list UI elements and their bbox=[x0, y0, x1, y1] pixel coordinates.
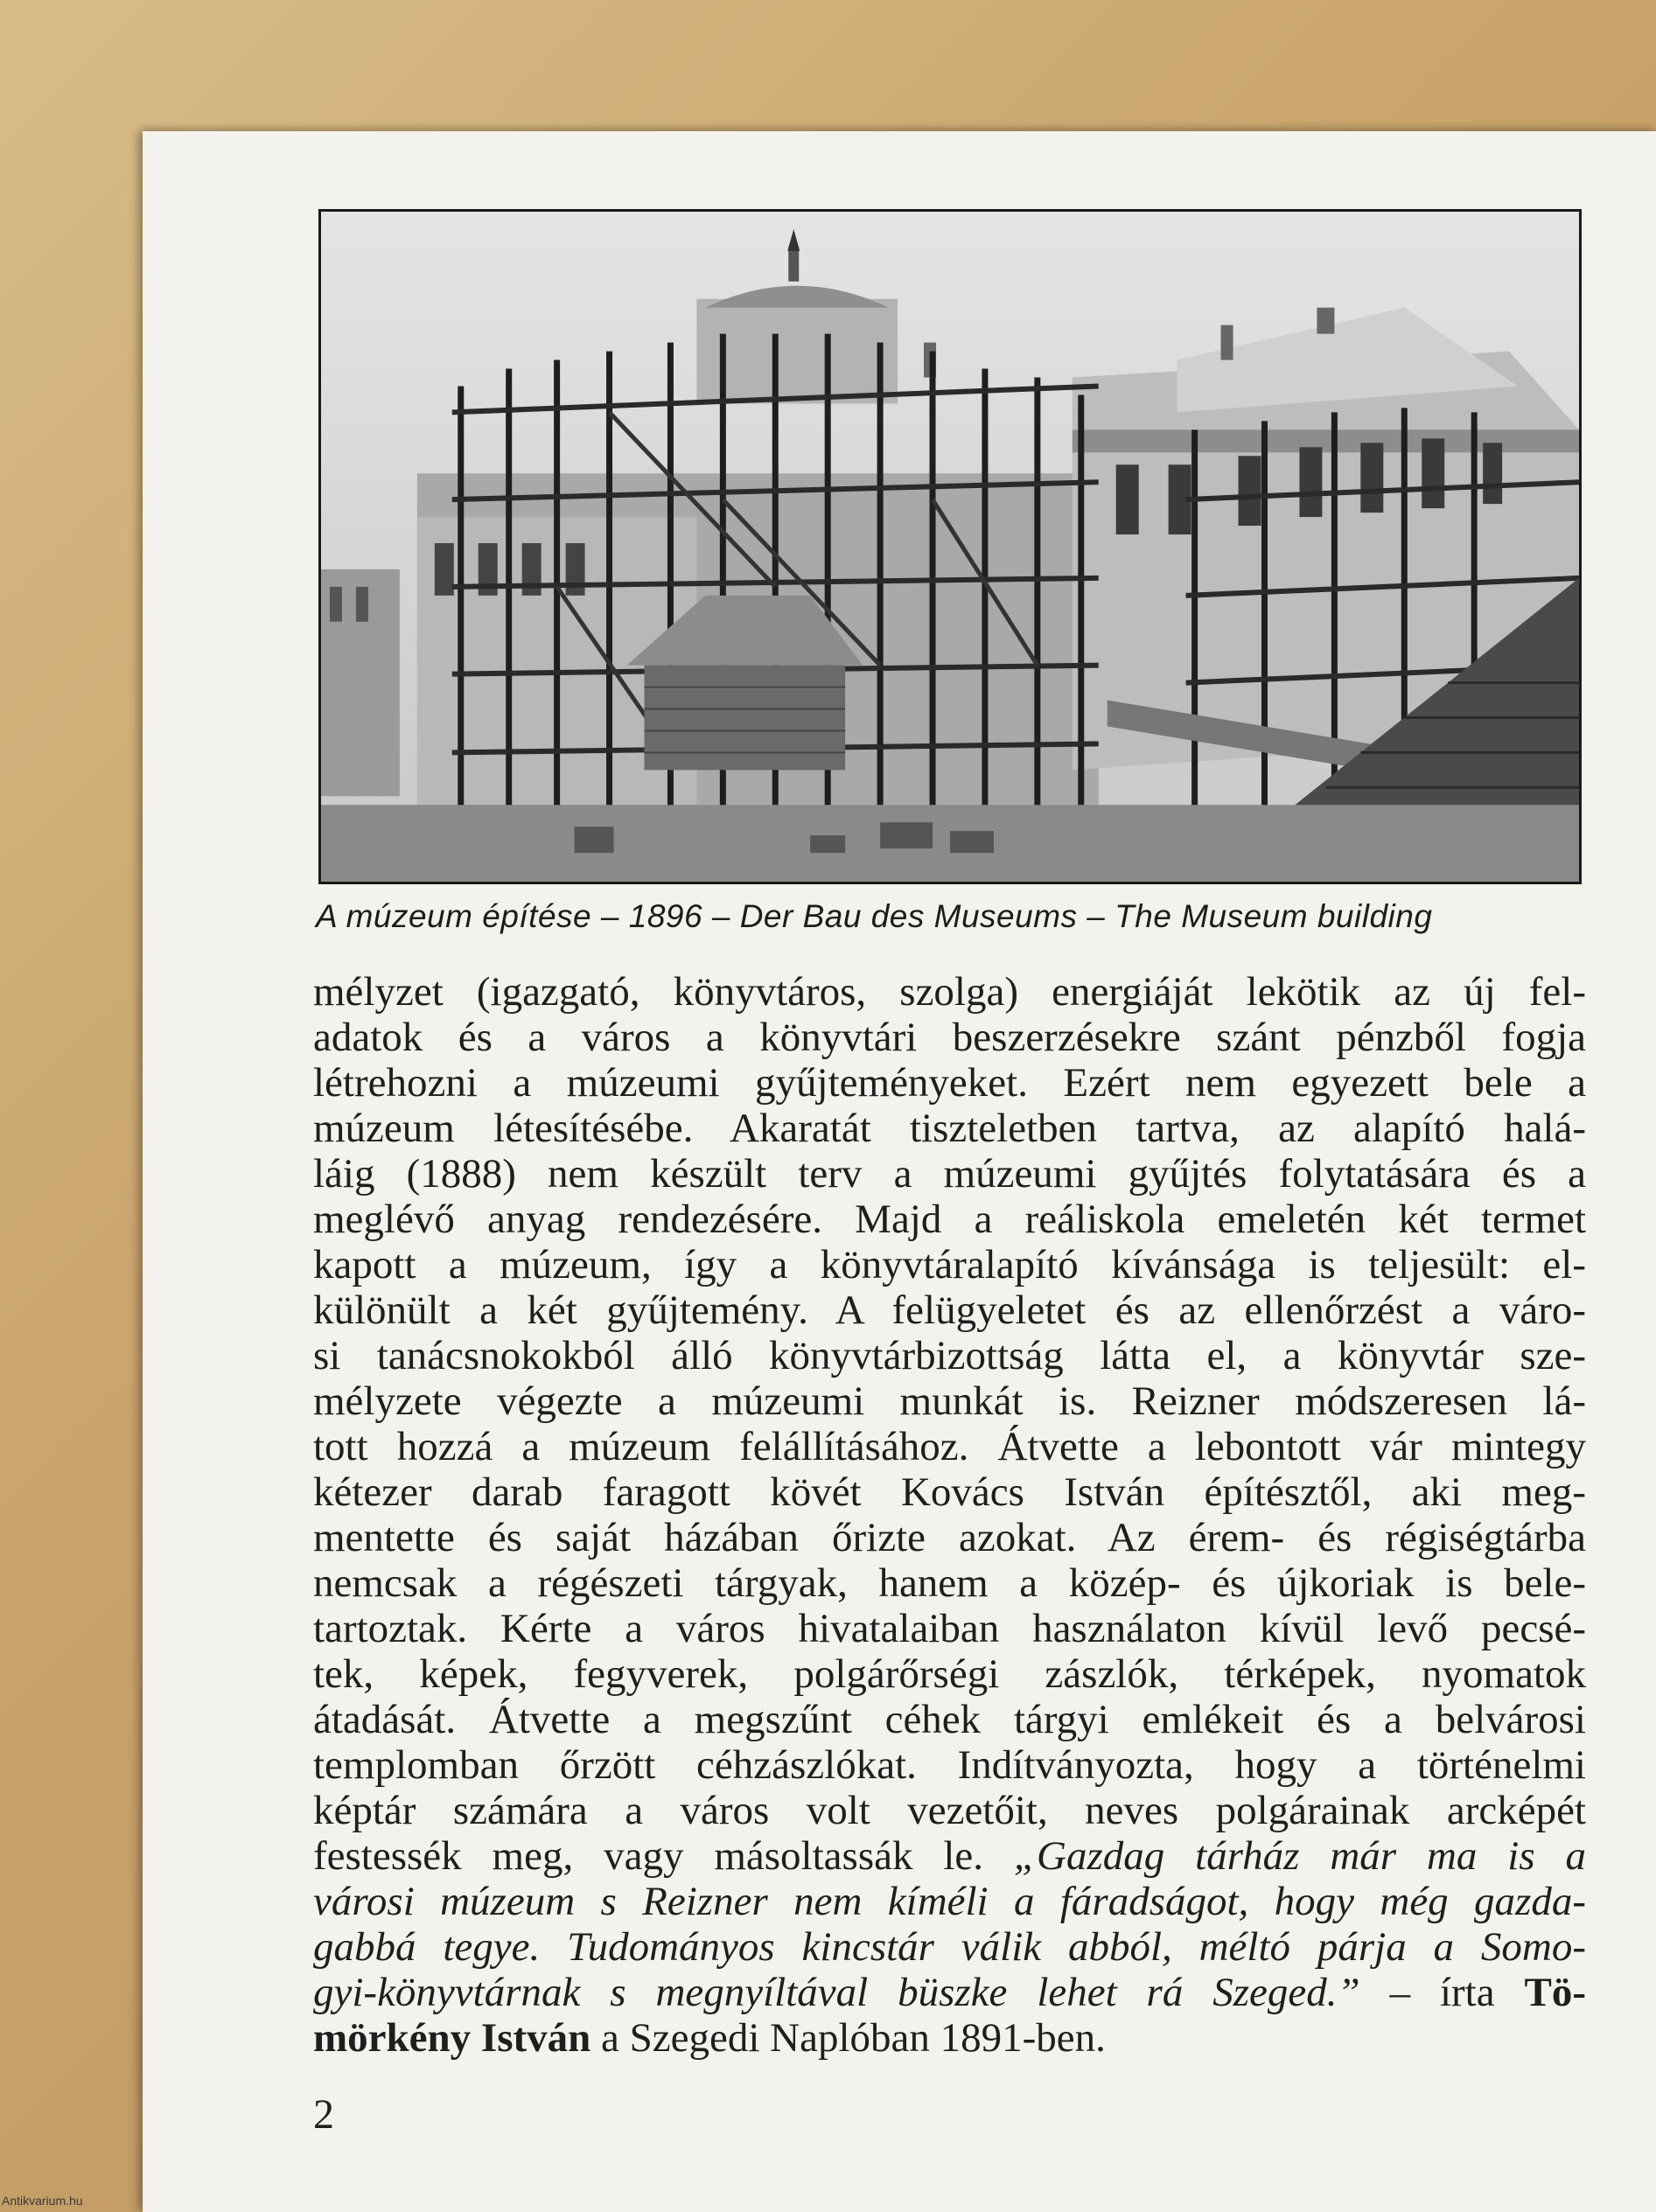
text-line: tek, képek, fegyverek, polgárőrségi zászlók, térképek, nyomatok bbox=[313, 1651, 1586, 1697]
text-line-quote bbox=[313, 1924, 1586, 1970]
quote-italic: „Gazdag tárház már ma is a bbox=[1013, 1833, 1587, 1879]
text-line: mentette és saját házában őrizte azokat. Az érem- és régiségtárba bbox=[313, 1515, 1586, 1560]
text-line: múzeum létesítésébe. Akaratát tiszteletben tartva, az alapító halá- bbox=[313, 1106, 1586, 1151]
text-line: meglévő anyag rendezésére. Majd a reáliskola emeletén két termet bbox=[313, 1197, 1586, 1242]
text-line: kétezer darab faragott kövét Kovács István építésztől, aki meg- bbox=[313, 1469, 1586, 1515]
text-line: tartoztak. Kérte a város hivatalaiban használaton kívül levő pecsé- bbox=[313, 1606, 1586, 1651]
body-text bbox=[313, 969, 1586, 2061]
text-line: létrehozni a múzeumi gyűjteményeket. Ezért nem egyezett bele a bbox=[313, 1060, 1586, 1106]
text-line: adatok és a város a könyvtári beszerzésekre szánt pénzből fogja bbox=[313, 1015, 1586, 1060]
museum-construction-illustration bbox=[321, 212, 1579, 882]
page-number: 2 bbox=[313, 2091, 334, 2138]
text-line: mélyzete végezte a múzeumi munkát is. Reizner módszeresen lá- bbox=[313, 1378, 1586, 1424]
text-line-quote bbox=[313, 1879, 1586, 1924]
watermark: Antikvarium.hu bbox=[2, 2194, 83, 2208]
text-roman: festessék meg, vagy másoltassák le. bbox=[313, 1833, 984, 1879]
text-line: templomban őrzött céhzászlókat. Indítványozta, hogy a történelmi bbox=[313, 1742, 1586, 1788]
text-line: kapott a múzeum, így a könyvtáralapító kívánsága is teljesült: el- bbox=[313, 1242, 1586, 1287]
text-line: láig (1888) nem készült terv a múzeumi gyűjtés folytatására és a bbox=[313, 1151, 1586, 1197]
photo-caption: A múzeum építése – 1896 – Der Bau des Museums – The Museum building bbox=[316, 898, 1433, 934]
author-name-bold: mörkény István bbox=[313, 2015, 591, 2061]
text-line: átadását. Átvette a megszűnt céhek tárgyi emlékeit és a belvárosi bbox=[313, 1697, 1586, 1742]
text-line: tott hozzá a múzeum felállításához. Átvette a lebontott vár mintegy bbox=[313, 1424, 1586, 1469]
text-line-mixed bbox=[313, 1970, 1586, 2015]
book-page bbox=[143, 131, 1656, 2212]
text-line: mélyzet (igazgató, könyvtáros, szolga) energiáját lekötik az új fel- bbox=[313, 969, 1586, 1015]
text-line: különült a két gyűjtemény. A felügyeletet és az ellenőrzést a váro- bbox=[313, 1287, 1586, 1333]
quote-italic: gabbá tegye. Tudományos kincstár válik abból, méltó párja a Somo- bbox=[313, 1924, 1586, 1970]
text-line: nemcsak a régészeti tárgyak, hanem a közép- és újkoriak is bele- bbox=[313, 1560, 1586, 1606]
text-roman: – írta bbox=[1389, 1970, 1495, 2015]
text-line-mixed bbox=[313, 2015, 1586, 2061]
text-roman: a Szegedi Naplóban 1891-ben. bbox=[601, 2015, 1106, 2061]
quote-italic: városi múzeum s Reizner nem kíméli a fáradságot, hogy még gazda- bbox=[313, 1879, 1586, 1924]
text-line: képtár számára a város volt vezetőit, neves polgárainak arcképét bbox=[313, 1788, 1586, 1833]
text-line-mixed bbox=[313, 1833, 1586, 1879]
quote-italic: gyi-könyvtárnak s megnyíltával büszke lehet rá Szeged.” bbox=[313, 1970, 1360, 2015]
text-line: si tanácsnokokból álló könyvtárbizottság látta el, a könyvtár sze- bbox=[313, 1333, 1586, 1378]
construction-photo bbox=[318, 209, 1582, 884]
author-name-bold: Tö- bbox=[1524, 1970, 1586, 2015]
